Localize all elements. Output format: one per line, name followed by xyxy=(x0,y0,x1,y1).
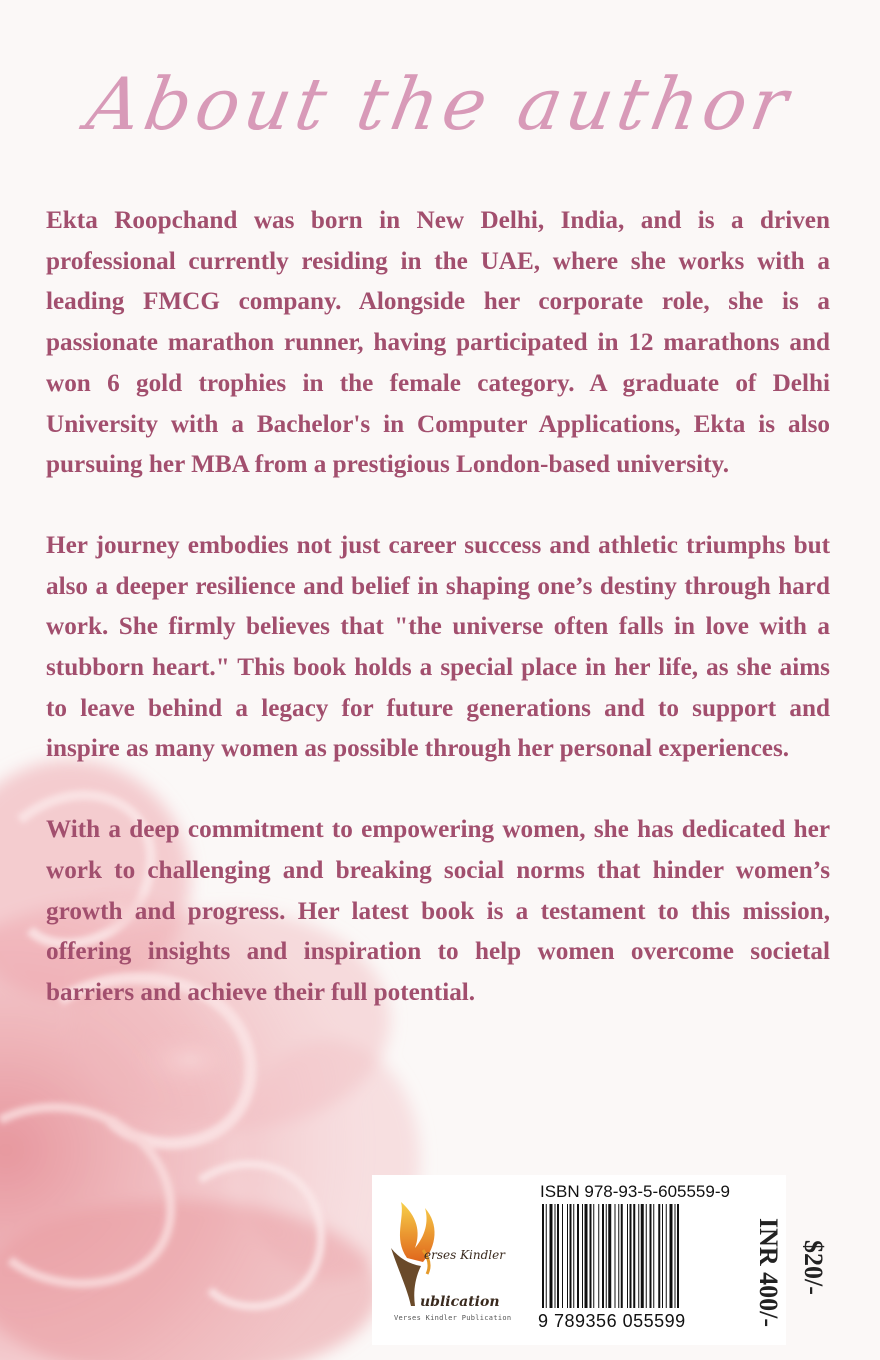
publisher-logo-caption: Verses Kindler Publication xyxy=(394,1314,512,1322)
bio-paragraph-1: Ekta Roopchand was born in New Delhi, India, and is a driven professional currently residing in the UAE, where she works with a leading FMCG company. Alongside her corporate role, she is a passionate marathon runner, having participated in 12 marathons and won 6 gold trophies in the female category. A graduate of Delhi University with a Bachelor's in Computer Applications, Ekta is also pursuing her MBA from a prestigious London-based university. xyxy=(46,207,830,479)
barcode-digits: 9 789356 055599 xyxy=(538,1311,686,1331)
author-bio xyxy=(46,201,830,1054)
bio-paragraph-3: With a deep commitment to empowering women, she has dedicated her work to challenging and breaking social norms that hinder women’s growth and progress. Her latest book is a testament to this mission, offering insights and inspiration to help women overcome societal barriers and achieve their full potential. xyxy=(46,816,830,1006)
isbn-barcode xyxy=(540,1204,716,1312)
publisher-logo-line2: ublication xyxy=(420,1294,500,1310)
price-inr: INR 400/- xyxy=(754,1218,783,1328)
bio-paragraph-2: Her journey embodies not just career success and athletic triumphs but also a deeper resilience and belief in shaping one’s destiny through hard work. She firmly believes that "the universe often falls in love with a stubborn heart." This book holds a special place in her life, as she aims to leave behind a legacy for future generations and to support and inspire as many women as possible through her personal experiences. xyxy=(46,531,830,763)
isbn-label: ISBN 978-93-5-605559-9 xyxy=(540,1182,730,1201)
publisher-logo-line1: erses Kindler xyxy=(424,1248,505,1262)
page-title: About the author xyxy=(81,62,799,146)
price-usd: $20/- xyxy=(799,1240,828,1295)
